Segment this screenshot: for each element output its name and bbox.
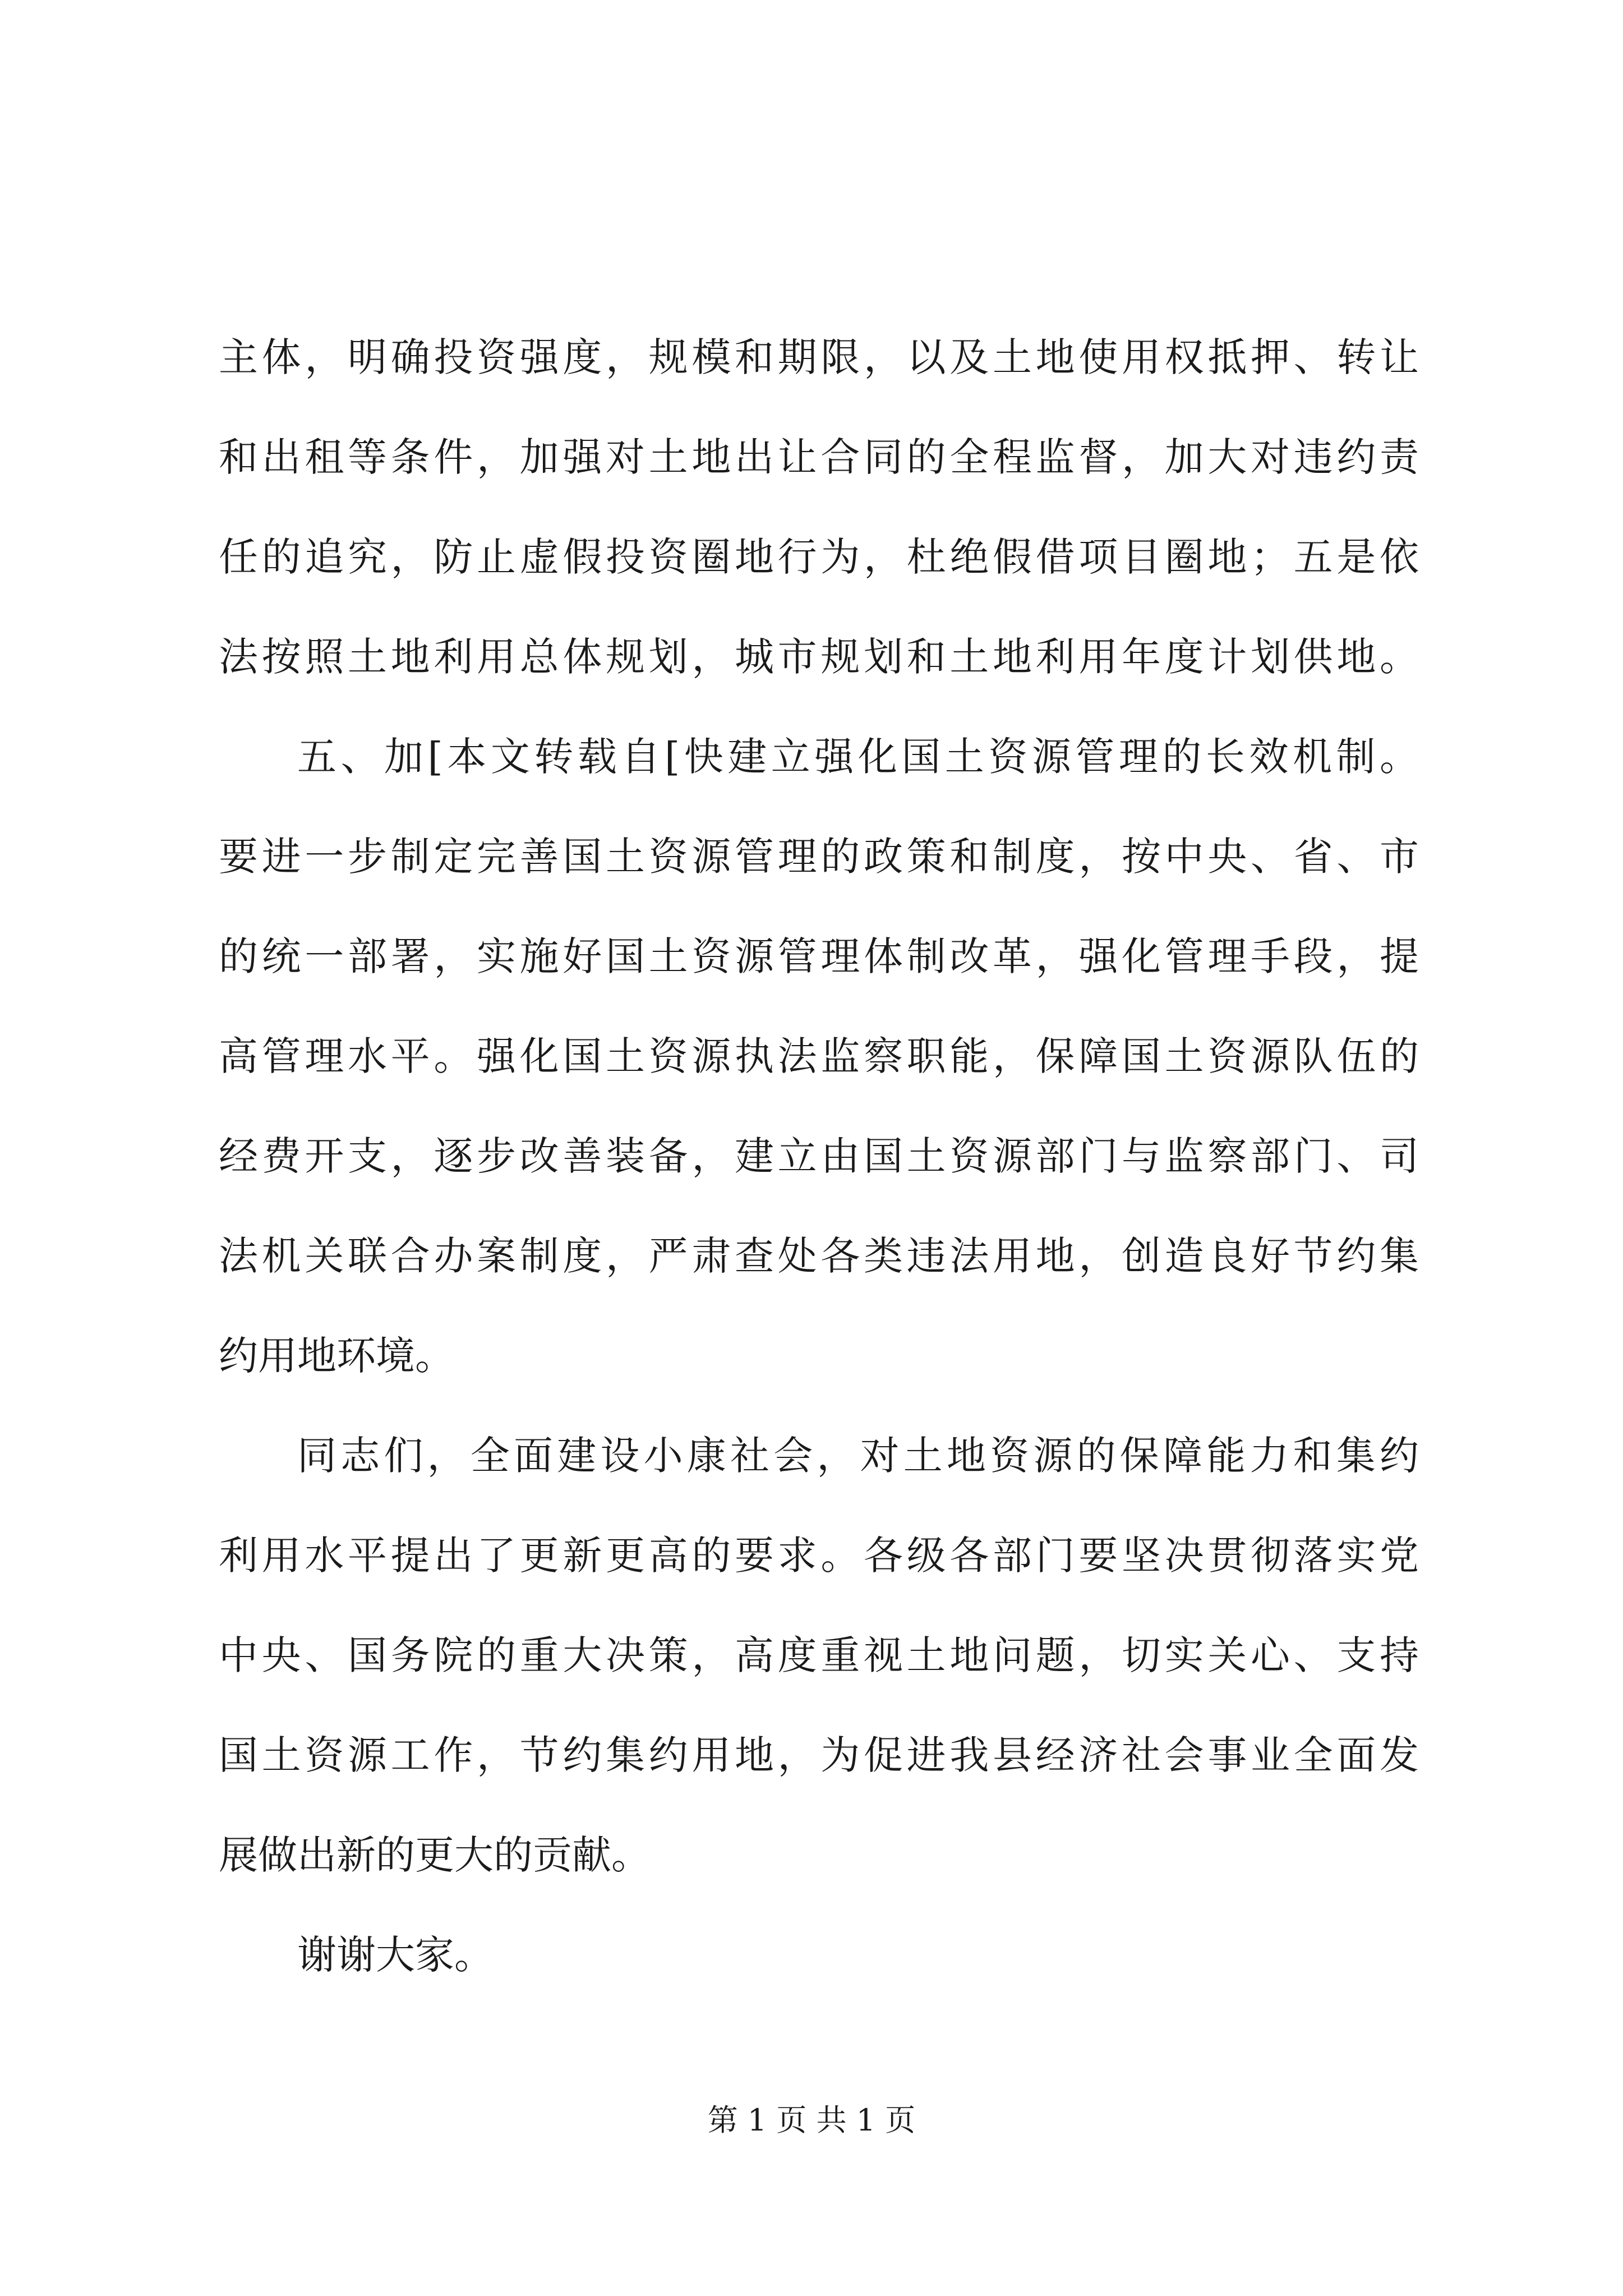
body-line: 主体，明确投资强度，规模和期限，以及土地使用权抵押、转让 (219, 334, 1419, 380)
body-line: 五、加[本文转载自[快建立强化国土资源管理的长效机制。 (297, 734, 1419, 780)
body-line: 中央、国务院的重大决策，高度重视土地问题，切实关心、支持 (219, 1632, 1419, 1678)
body-line: 谢谢大家。 (297, 1932, 494, 1978)
body-line: 任的追究，防止虚假投资圈地行为，杜绝假借项目圈地；五是依 (219, 534, 1419, 580)
body-line: 同志们，全面建设小康社会，对土地资源的保障能力和集约 (297, 1433, 1419, 1479)
body-line: 和出租等条件，加强对土地出让合同的全程监督，加大对违约责 (219, 434, 1419, 480)
body-line: 国土资源工作，节约集约用地，为促进我县经济社会事业全面发 (219, 1732, 1419, 1778)
document-body (219, 307, 1419, 2005)
body-line: 法按照土地利用总体规划，城市规划和土地利用年度计划供地。 (219, 634, 1419, 680)
body-line: 利用水平提出了更新更高的要求。各级各部门要坚决贯彻落实党 (219, 1533, 1419, 1579)
body-line: 的统一部署，实施好国土资源管理体制改革，强化管理手段，提 (219, 933, 1419, 979)
body-line: 高管理水平。强化国土资源执法监察职能，保障国土资源队伍的 (219, 1033, 1419, 1079)
page-number-footer: 第 1 页 共 1 页 (707, 2102, 916, 2138)
body-line: 经费开支，逐步改善装备，建立由国土资源部门与监察部门、司 (219, 1133, 1419, 1179)
body-line: 约用地环境。 (219, 1333, 454, 1379)
body-line: 展做出新的更大的贡献。 (219, 1832, 651, 1878)
body-line: 法机关联合办案制度，严肃查处各类违法用地，创造良好节约集 (219, 1233, 1419, 1279)
body-line: 要进一步制定完善国土资源管理的政策和制度，按中央、省、市 (219, 834, 1419, 880)
